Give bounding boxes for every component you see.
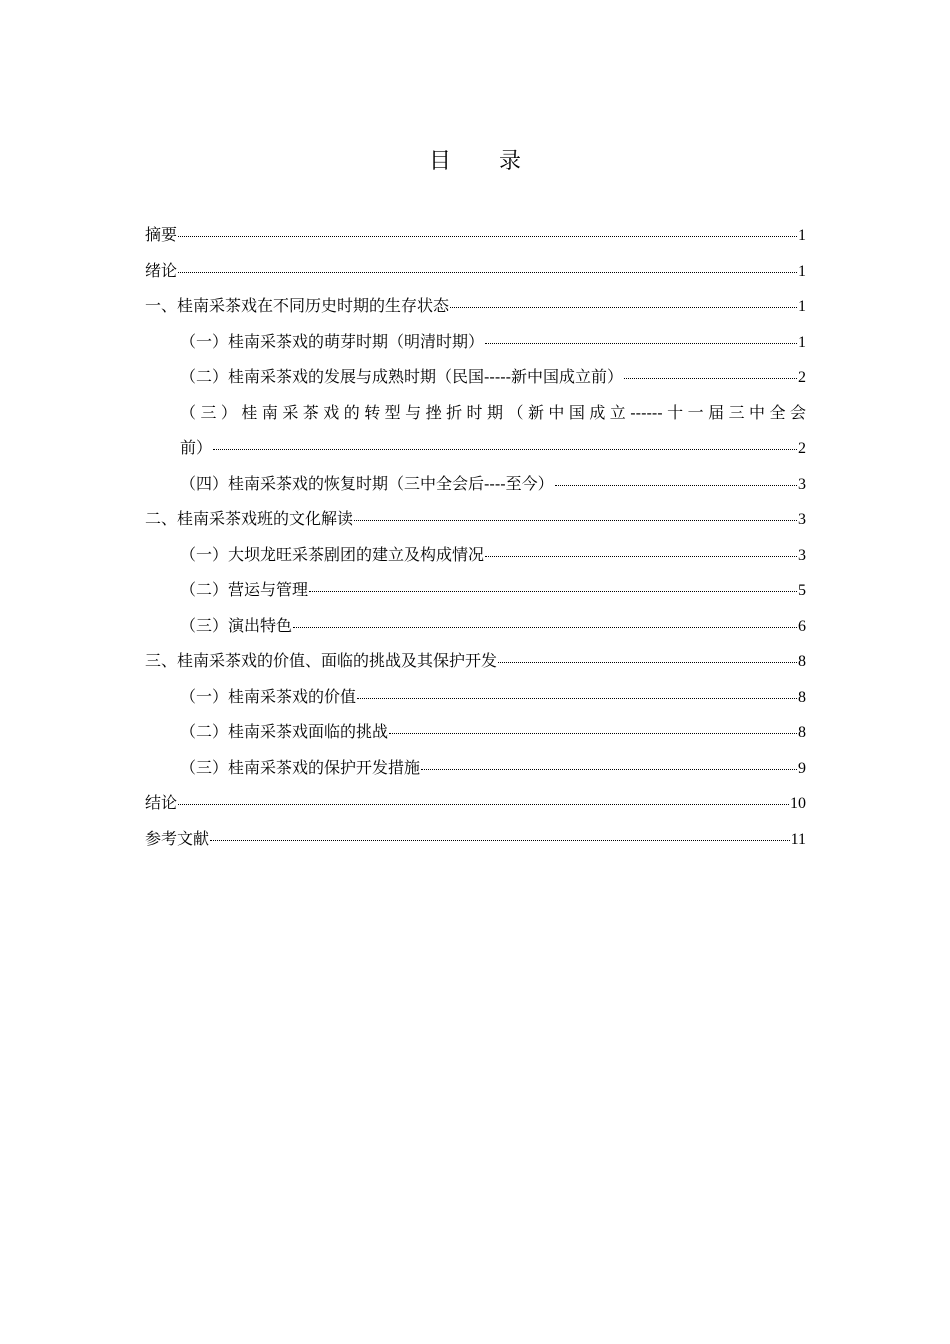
dot-leader (624, 378, 797, 379)
dot-leader (485, 556, 797, 557)
toc-page-number: 8 (798, 653, 806, 670)
toc-entry-label: （二）营运与管理 (180, 580, 309, 599)
toc-entry-section-3-3[interactable] (145, 750, 806, 786)
toc-page-number: 8 (798, 688, 806, 706)
toc-entry-label: 三、桂南采茶戏的价值、面临的挑战及其保护开发 (145, 651, 498, 670)
toc-entry-introduction[interactable] (145, 253, 806, 289)
toc-entry-section-1-3-line-1[interactable] (145, 395, 806, 431)
dot-leader (357, 698, 797, 699)
toc-entry-label: 二、桂南采茶戏班的文化解读 (145, 509, 354, 528)
toc-entry-label: （二）桂南采茶戏面临的挑战 (180, 722, 389, 741)
toc-page-number: 11 (790, 830, 806, 848)
toc-page-number: 8 (798, 724, 806, 741)
toc-page-number: 10 (790, 795, 806, 812)
toc-entry-section-2-1[interactable] (145, 537, 806, 573)
dot-leader (210, 840, 790, 841)
toc-page-number: 3 (798, 475, 806, 493)
toc-title-char-2: 录 (499, 149, 522, 174)
toc-entry-section-1-1[interactable] (145, 324, 806, 360)
toc-entry-label: （一）桂南采茶戏的萌芽时期（明清时期） (180, 331, 485, 351)
toc-entry-section-1-3-line-2[interactable] (145, 430, 806, 466)
toc-entry-references[interactable] (145, 821, 806, 857)
dot-leader (178, 804, 789, 805)
toc-page-number: 3 (798, 546, 806, 564)
toc-entry-chapter-1[interactable] (145, 288, 806, 324)
dot-leader (498, 662, 797, 663)
toc-entry-label: 结论 (145, 793, 178, 812)
toc-entry-section-1-4[interactable] (145, 466, 806, 502)
toc-page-number: 1 (798, 298, 806, 315)
dot-leader (293, 627, 797, 628)
dot-leader (213, 449, 797, 450)
toc-entry-label: （一）桂南采茶戏的价值 (180, 686, 357, 706)
toc-entry-chapter-2[interactable] (145, 501, 806, 537)
toc-title-char-1: 目 (428, 149, 451, 174)
toc-entry-label: 参考文献 (145, 828, 210, 848)
dot-leader (178, 236, 797, 237)
dot-leader (421, 769, 797, 770)
toc-page-number: 3 (798, 511, 806, 528)
toc-page-number: 9 (798, 759, 806, 777)
toc-entry-label: 前） (180, 438, 213, 457)
dot-leader (354, 520, 797, 521)
dot-leader (450, 307, 797, 308)
toc-entry-label: （三）桂南采茶戏的保护开发措施 (180, 757, 421, 777)
toc-entry-label: （一）大坝龙旺采茶剧团的建立及构成情况 (180, 544, 485, 564)
toc-entry-section-2-3[interactable] (145, 608, 806, 644)
toc-entry-abstract[interactable] (145, 217, 806, 253)
toc-entry-label: 一、桂南采茶戏在不同历史时期的生存状态 (145, 296, 450, 315)
toc-entry-label: （三）演出特色 (180, 615, 293, 635)
toc-entry-label: 摘要 (145, 225, 178, 244)
toc-page-number: 1 (798, 227, 806, 244)
toc-entry-label: 绪论 (145, 260, 178, 280)
toc-entry-section-1-2[interactable] (145, 359, 806, 395)
toc-title (0, 146, 950, 178)
toc-entry-label: （二）桂南采茶戏的发展与成熟时期（民国-----新中国成立前） (180, 367, 624, 386)
toc-page-number: 2 (798, 440, 806, 457)
toc-entry-label: （四）桂南采茶戏的恢复时期（三中全会后----至今） (180, 473, 554, 493)
dot-leader (389, 733, 797, 734)
toc-page-number: 5 (798, 582, 806, 599)
dot-leader (178, 272, 797, 273)
toc-entry-section-2-2[interactable] (145, 572, 806, 608)
toc-page-number: 6 (798, 617, 806, 635)
dot-leader (555, 485, 797, 486)
dot-leader (485, 343, 797, 344)
toc-entry-conclusion[interactable] (145, 785, 806, 821)
dot-leader (309, 591, 797, 592)
toc-entry-section-3-1[interactable] (145, 679, 806, 715)
toc-entry-chapter-3[interactable] (145, 643, 806, 679)
toc-page-number: 1 (798, 262, 806, 280)
table-of-contents (145, 217, 806, 856)
toc-entry-label: （三）桂南采茶戏的转型与挫折时期（新中国成立------十一届三中全会 (180, 402, 806, 422)
toc-entry-section-3-2[interactable] (145, 714, 806, 750)
toc-page-number: 2 (798, 369, 806, 386)
toc-page-number: 1 (798, 333, 806, 351)
